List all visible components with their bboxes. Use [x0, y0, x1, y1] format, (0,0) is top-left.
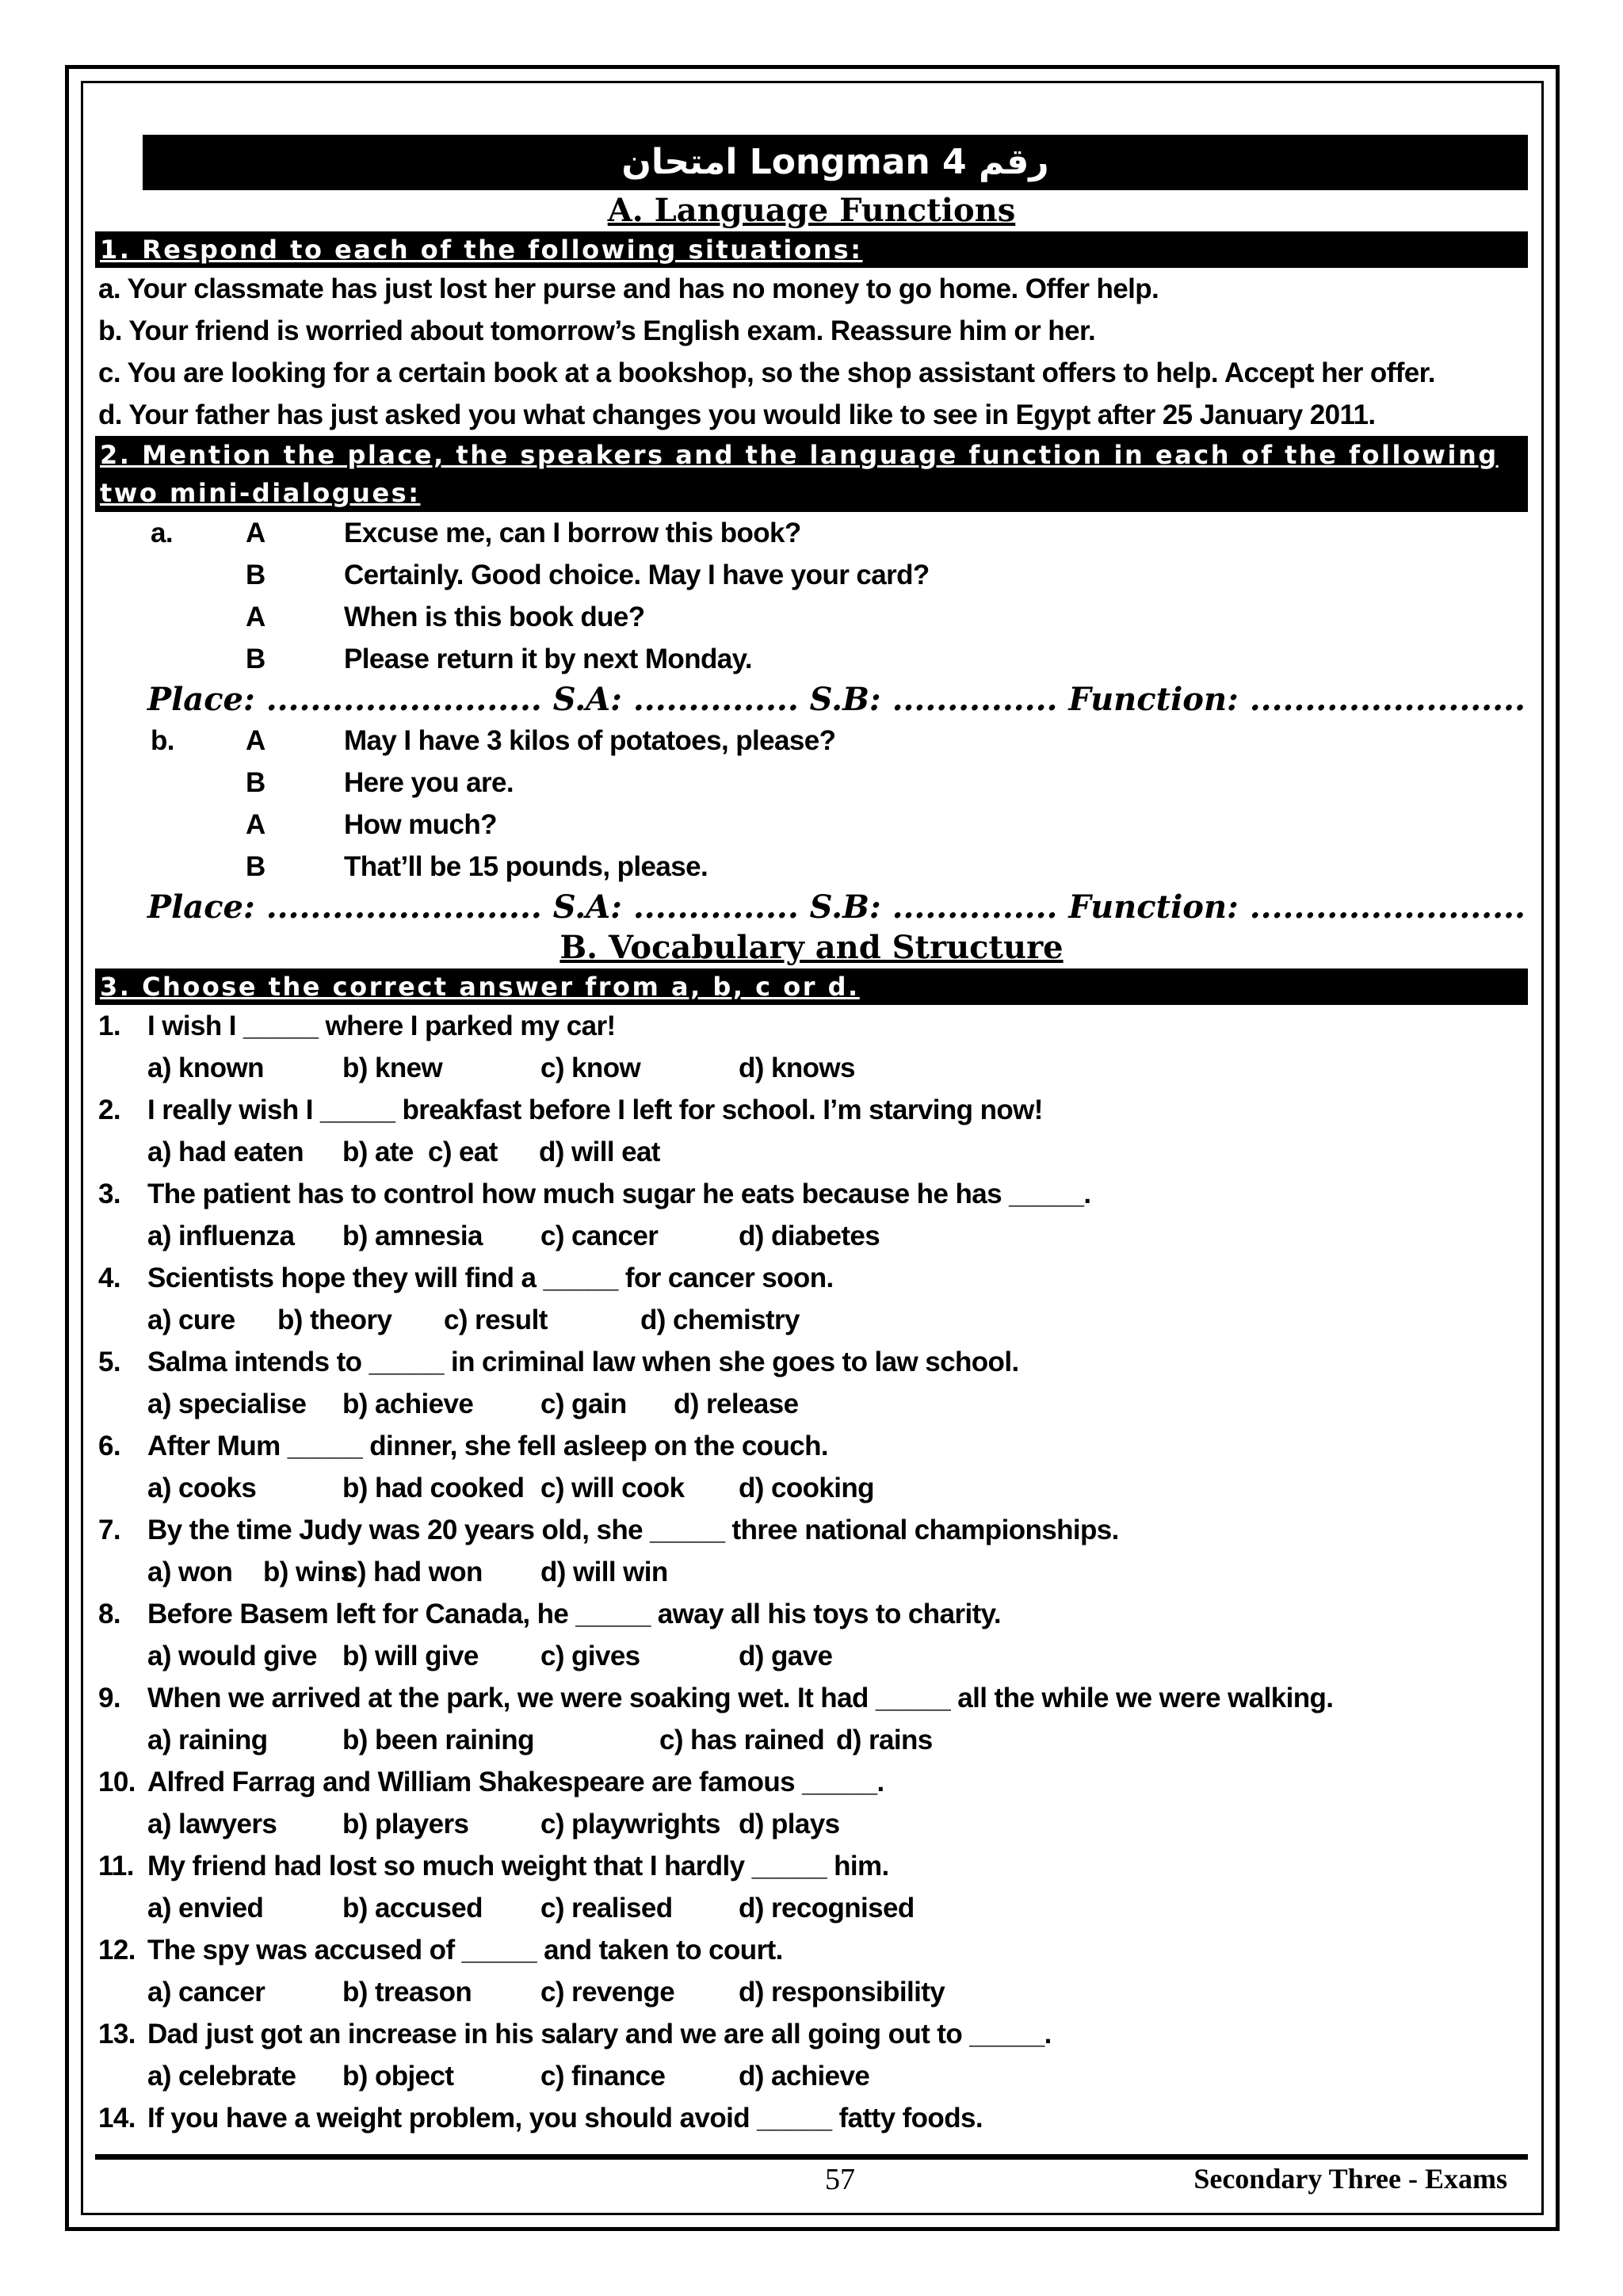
answer-option[interactable]: d) rains — [836, 1725, 933, 1755]
speaker: A — [246, 725, 265, 756]
question-number: 12. — [98, 1935, 136, 1966]
question-row — [95, 1845, 1528, 1887]
question-number: 5. — [98, 1347, 120, 1377]
question-number: 6. — [98, 1431, 120, 1461]
answer-option[interactable]: d) achieve — [739, 2061, 870, 2092]
answer-option[interactable]: a) celebrate — [147, 2061, 296, 2092]
dialogue-line — [95, 762, 1528, 804]
question-text: When we arrived at the park, we were soaking wet. It had _____ all the while we were walking. — [147, 1683, 1334, 1713]
options-row — [95, 1383, 1528, 1425]
question-text: Scientists hope they will find a _____ for cancer soon. — [147, 1263, 834, 1293]
answer-option[interactable]: c) had won — [342, 1557, 483, 1587]
answer-option[interactable]: b) object — [342, 2061, 454, 2092]
task-2-heading — [95, 436, 1528, 512]
question-text: The patient has to control how much sugar he eats because he has _____. — [147, 1179, 1091, 1209]
answer-option[interactable]: a) envied — [147, 1893, 264, 1924]
speaker: A — [246, 602, 265, 632]
answer-option[interactable]: d) chemistry — [640, 1305, 800, 1335]
dialogue-line — [95, 804, 1528, 846]
answer-option[interactable]: a) won — [147, 1557, 233, 1587]
answer-option[interactable]: b) ate — [342, 1137, 414, 1167]
answer-option[interactable]: c) will cook — [540, 1473, 685, 1503]
answer-option[interactable]: c) has rained — [659, 1725, 825, 1755]
question-row — [95, 2013, 1528, 2055]
situation-b: b. Your friend is worried about tomorrow’s English exam. Reassure him or her. — [98, 315, 1096, 346]
dialogue-label: b. — [151, 725, 174, 756]
answer-option[interactable]: b) had cooked — [342, 1473, 525, 1503]
dialogue-text: When is this book due? — [344, 602, 645, 632]
answer-option[interactable]: a) known — [147, 1052, 264, 1083]
answer-option[interactable]: d) will win — [540, 1557, 668, 1587]
answer-option[interactable]: d) plays — [739, 1809, 840, 1839]
answer-option[interactable]: c) realised — [540, 1893, 673, 1924]
answer-option[interactable]: b) wins — [263, 1557, 356, 1587]
options-row — [95, 2055, 1528, 2097]
answer-option[interactable]: b) accused — [342, 1893, 483, 1924]
question-row — [95, 1425, 1528, 1467]
question-text: I wish I _____ where I parked my car! — [147, 1010, 616, 1041]
answer-line-a: Place: ......................... S.A: ............... S.B: ............... Function: ......................... — [147, 681, 1526, 718]
speaker: B — [246, 851, 265, 882]
answer-option[interactable]: d) recognised — [739, 1893, 915, 1924]
answer-option[interactable]: d) diabetes — [739, 1221, 880, 1251]
answer-option[interactable]: b) been raining — [342, 1725, 534, 1755]
question-number: 9. — [98, 1683, 120, 1713]
options-row — [95, 1719, 1528, 1761]
dialogue-line — [95, 554, 1528, 596]
answer-option[interactable]: a) would give — [147, 1641, 317, 1671]
question-text: Before Basem left for Canada, he _____ away all his toys to charity. — [147, 1599, 1002, 1629]
question-text: If you have a weight problem, you should avoid _____ fatty foods. — [147, 2103, 983, 2134]
answer-option[interactable]: a) cancer — [147, 1977, 265, 2008]
answer-option[interactable]: b) knew — [342, 1052, 443, 1083]
question-text: Salma intends to _____ in criminal law when she goes to law school. — [147, 1347, 1019, 1377]
question-row — [95, 1509, 1528, 1551]
task-2-heading-line-1: 2. Mention the place, the speakers and the language function in each of the following — [100, 440, 1499, 470]
situation-c: c. You are looking for a certain book at a bookshop, so the shop assistant offers to help. Accept her offer. — [98, 357, 1435, 388]
options-row — [95, 1635, 1528, 1677]
question-number: 2. — [98, 1095, 120, 1125]
task-1-heading: 1. Respond to each of the following situations: — [95, 231, 1528, 268]
answer-option[interactable]: d) release — [674, 1389, 799, 1419]
answer-line-b: Place: ......................... S.A: ............... S.B: ............... Function: ......................... — [147, 888, 1526, 926]
dialogue-text: Excuse me, can I borrow this book? — [344, 518, 801, 548]
options-row — [95, 1887, 1528, 1929]
question-number: 4. — [98, 1263, 120, 1293]
question-text: The spy was accused of _____ and taken to court. — [147, 1935, 783, 1966]
section-a-title: A. Language Functions — [607, 192, 1016, 229]
dialogue-label: a. — [151, 518, 173, 548]
options-row — [95, 1467, 1528, 1509]
footer-rule — [95, 2154, 1528, 2160]
situation-d: d. Your father has just asked you what changes you would like to see in Egypt after 25 January 2011. — [98, 399, 1376, 430]
question-text: I really wish I _____ breakfast before I left for school. I’m starving now! — [147, 1095, 1043, 1125]
answer-option[interactable]: d) gave — [739, 1641, 833, 1671]
question-row — [95, 1257, 1528, 1299]
dialogue-line — [95, 596, 1528, 638]
question-number: 10. — [98, 1767, 136, 1797]
question-row — [95, 1677, 1528, 1719]
dialogue-text: Certainly. Good choice. May I have your card? — [344, 560, 930, 590]
question-row — [95, 1929, 1528, 1971]
answer-option[interactable]: a) raining — [147, 1725, 268, 1755]
exam-content — [95, 135, 1528, 2139]
answer-option[interactable]: c) result — [444, 1305, 548, 1335]
section-b-title: B. Vocabulary and Structure — [559, 929, 1064, 966]
dialogue-a — [95, 512, 1528, 720]
question-text: Alfred Farrag and William Shakespeare are famous _____. — [147, 1767, 884, 1797]
answer-option[interactable]: a) lawyers — [147, 1809, 277, 1839]
answer-option[interactable]: b) treason — [342, 1977, 472, 2008]
answer-option[interactable]: d) cooking — [739, 1473, 874, 1503]
dialogue-line — [95, 846, 1528, 888]
answer-option[interactable]: a) specialise — [147, 1389, 307, 1419]
options-row — [95, 1215, 1528, 1257]
question-text: After Mum _____ dinner, she fell asleep on the couch. — [147, 1431, 829, 1461]
question-row — [95, 1173, 1528, 1215]
options-row — [95, 1803, 1528, 1845]
dialogue-text: May I have 3 kilos of potatoes, please? — [344, 725, 836, 756]
options-row — [95, 1131, 1528, 1173]
task-3-heading: 3. Choose the correct answer from a, b, c or d. — [95, 968, 1528, 1005]
speaker: A — [246, 809, 265, 840]
speaker: A — [246, 518, 265, 548]
question-text: By the time Judy was 20 years old, she _____ three national championships. — [147, 1515, 1119, 1545]
answer-option[interactable]: c) cancer — [540, 1221, 659, 1251]
answer-option[interactable]: c) playwrights — [540, 1809, 720, 1839]
options-row — [95, 1299, 1528, 1341]
question-row — [95, 1089, 1528, 1131]
answer-option[interactable]: c) gain — [540, 1389, 627, 1419]
speaker: B — [246, 767, 265, 798]
page-number: 57 — [825, 2163, 855, 2196]
question-row — [95, 1005, 1528, 1047]
question-row — [95, 1341, 1528, 1383]
speaker: B — [246, 644, 265, 674]
task-2-heading-line-2: two mini-dialogues: — [100, 478, 421, 508]
answer-option[interactable]: b) players — [342, 1809, 469, 1839]
question-number: 7. — [98, 1515, 120, 1545]
options-row — [95, 1971, 1528, 2013]
answer-option[interactable]: c) know — [540, 1052, 641, 1083]
dialogue-line — [95, 512, 1528, 554]
answer-option[interactable]: a) cooks — [147, 1473, 257, 1503]
dialogue-text: That’ll be 15 pounds, please. — [344, 851, 708, 882]
answer-option[interactable]: c) revenge — [540, 1977, 675, 2008]
answer-option[interactable]: c) eat — [428, 1137, 498, 1167]
answer-option[interactable]: d) will eat — [539, 1137, 660, 1167]
answer-option[interactable]: d) knows — [739, 1052, 855, 1083]
dialogue-line — [95, 720, 1528, 762]
dialogue-b — [95, 720, 1528, 927]
options-row — [95, 1551, 1528, 1593]
options-row — [95, 1047, 1528, 1089]
answer-option[interactable]: a) cure — [147, 1305, 235, 1335]
question-number: 8. — [98, 1599, 120, 1629]
question-text: Dad just got an increase in his salary and we are all going out to _____. — [147, 2019, 1052, 2050]
answer-option[interactable]: b) achieve — [342, 1389, 474, 1419]
footer-label: Secondary Three - Exams — [1193, 2163, 1507, 2195]
question-number: 14. — [98, 2103, 136, 2134]
dialogue-line — [95, 638, 1528, 680]
answer-option[interactable]: c) finance — [540, 2061, 666, 2092]
dialogue-text: How much? — [344, 809, 497, 840]
question-number: 1. — [98, 1010, 120, 1041]
answer-option[interactable]: a) influenza — [147, 1221, 295, 1251]
question-text: My friend had lost so much weight that I hardly _____ him. — [147, 1851, 889, 1881]
answer-option[interactable]: b) theory — [277, 1305, 392, 1335]
situation-a: a. Your classmate has just lost her purse and has no money to go home. Offer help. — [98, 273, 1159, 304]
answer-option[interactable]: b) amnesia — [342, 1221, 483, 1251]
exam-title: امتحان Longman رقم 4 — [143, 135, 1528, 190]
answer-option[interactable]: b) will give — [342, 1641, 479, 1671]
speaker: B — [246, 560, 265, 590]
question-number: 3. — [98, 1179, 120, 1209]
question-row — [95, 1761, 1528, 1803]
dialogue-text: Please return it by next Monday. — [344, 644, 753, 674]
answer-option[interactable]: d) responsibility — [739, 1977, 945, 2008]
question-row — [95, 1593, 1528, 1635]
question-list — [95, 1005, 1528, 2139]
question-number: 13. — [98, 2019, 136, 2050]
answer-option[interactable]: c) gives — [540, 1641, 640, 1671]
answer-option[interactable]: a) had eaten — [147, 1137, 304, 1167]
dialogue-text: Here you are. — [344, 767, 514, 798]
question-number: 11. — [98, 1851, 134, 1881]
question-row — [95, 2097, 1528, 2139]
